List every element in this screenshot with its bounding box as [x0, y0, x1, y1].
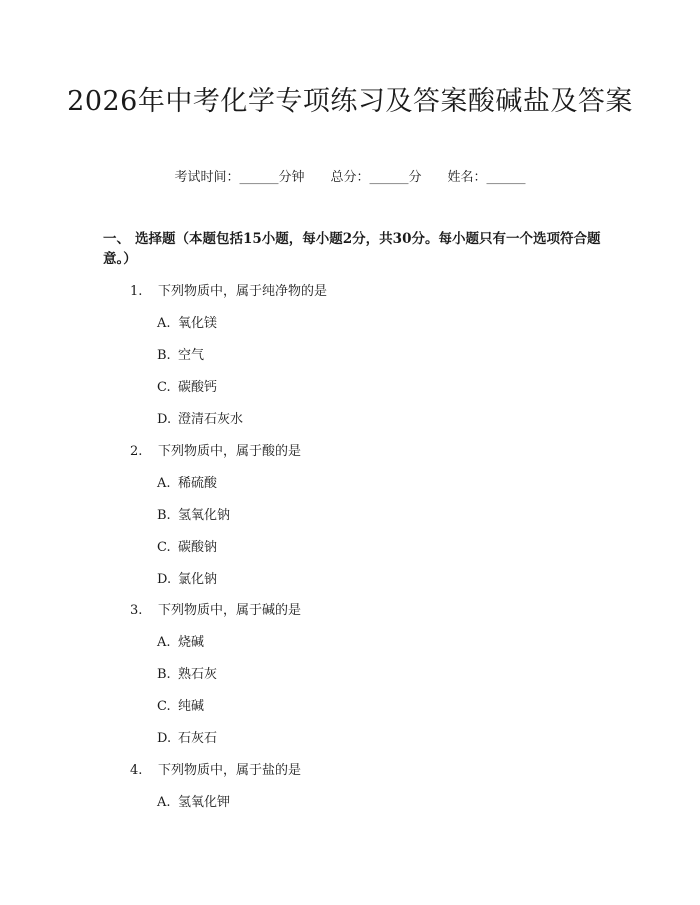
- option-2b: [157, 506, 230, 526]
- option-letter: C.: [157, 540, 171, 555]
- question-4: [130, 761, 301, 781]
- option-2c: [157, 538, 217, 558]
- section-instructions: 选择题（本题包括15小题，每小题2分，共30分。每小题只有一个选项符合题意。）: [103, 231, 601, 267]
- option-1c: [157, 378, 217, 398]
- total-score-field: 总分：______分: [330, 170, 422, 185]
- option-text: 熟石灰: [178, 667, 218, 682]
- option-3d: [157, 729, 217, 749]
- option-4a: [157, 793, 230, 813]
- option-2a: [157, 474, 217, 494]
- section-heading: [103, 229, 603, 269]
- option-letter: B.: [157, 508, 171, 523]
- exam-time-field: 考试时间：______分钟: [174, 170, 305, 185]
- question-2: [130, 442, 301, 462]
- question-number: 2.: [130, 444, 143, 459]
- question-number: 4.: [130, 763, 143, 778]
- option-letter: A.: [157, 316, 171, 331]
- section-number: 一、: [103, 231, 130, 247]
- option-text: 氢氧化钠: [178, 508, 231, 523]
- option-3c: [157, 697, 204, 717]
- option-letter: A.: [157, 476, 171, 491]
- option-1a: [157, 314, 217, 334]
- exam-info-line: [0, 168, 700, 188]
- option-text: 稀硫酸: [178, 476, 218, 491]
- question-3: [130, 601, 301, 621]
- option-letter: D.: [157, 572, 172, 587]
- question-text: 下列物质中，属于纯净物的是: [158, 284, 328, 299]
- student-name-field: 姓名：______: [447, 170, 526, 185]
- option-2d: [157, 570, 217, 590]
- option-letter: D.: [157, 731, 172, 746]
- question-text: 下列物质中，属于酸的是: [158, 444, 302, 459]
- option-letter: C.: [157, 699, 171, 714]
- option-text: 纯碱: [178, 699, 205, 714]
- option-3a: [157, 633, 204, 653]
- option-letter: A.: [157, 795, 171, 810]
- question-number: 1.: [130, 284, 143, 299]
- question-text: 下列物质中，属于碱的是: [158, 603, 302, 618]
- option-text: 烧碱: [178, 635, 205, 650]
- question-number: 3.: [130, 603, 143, 618]
- document-title: 2026年中考化学专项练习及答案酸碱盐及答案: [67, 86, 633, 117]
- option-text: 澄清石灰水: [178, 412, 244, 427]
- question-text: 下列物质中，属于盐的是: [158, 763, 302, 778]
- option-text: 氢氧化钾: [178, 795, 231, 810]
- option-text: 氯化钠: [178, 572, 218, 587]
- option-1b: [157, 346, 204, 366]
- option-text: 空气: [178, 348, 205, 363]
- option-text: 碳酸钙: [178, 380, 218, 395]
- option-3b: [157, 665, 217, 685]
- option-letter: B.: [157, 348, 171, 363]
- option-letter: A.: [157, 635, 171, 650]
- option-text: 碳酸钠: [178, 540, 218, 555]
- option-text: 氧化镁: [178, 316, 218, 331]
- option-letter: B.: [157, 667, 171, 682]
- option-text: 石灰石: [178, 731, 218, 746]
- option-letter: D.: [157, 412, 172, 427]
- question-1: [130, 282, 327, 302]
- option-1d: [157, 410, 243, 430]
- option-letter: C.: [157, 380, 171, 395]
